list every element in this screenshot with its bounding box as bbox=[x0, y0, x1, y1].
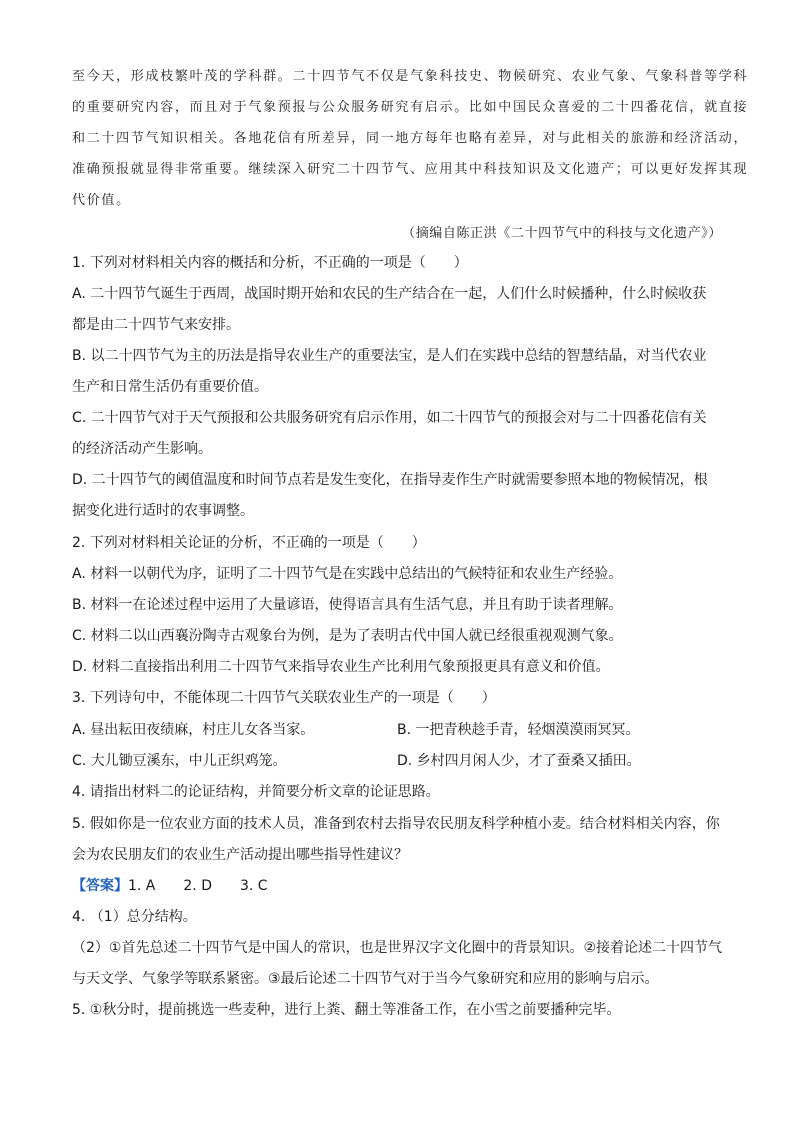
question-2-stem: 2. 下列对材料相关论证的分析，不正确的一项是（ ） bbox=[72, 535, 426, 551]
source-citation: （摘编自陈正洪《二十四节气中的科技与文化遗产》） bbox=[402, 226, 722, 241]
question-3-stem: 3. 下列诗句中，不能体现二十四节气关联农业生产的一项是（ ） bbox=[72, 690, 496, 706]
passage-line: 和二十四节气知识相关。各地花信有所差异，同一地方每年也略有差异，对与此相关的旅游和经济活动， bbox=[72, 131, 749, 146]
question-3-option-c: C. 大儿锄豆溪东，中儿正织鸡笼。 bbox=[72, 753, 287, 769]
answer-4-part-1: 4. （1）总分结构。 bbox=[72, 909, 197, 925]
question-4-stem: 4. 请指出材料二的论证结构，并简要分析文章的论证思路。 bbox=[72, 784, 440, 800]
passage-line: 代价值。 bbox=[72, 193, 131, 208]
question-1-option-c: C. 二十四节气对于天气预报和公共服务研究有启示作用，如二十四节气的预报会对与二十四番花信有关 bbox=[72, 410, 707, 426]
question-1-option-c-cont: 的经济活动产生影响。 bbox=[72, 441, 212, 457]
question-5-stem: 5. 假如你是一位农业方面的技术人员，准备到农村去指导农民朋友科学种植小麦。结合材料相关内容，你 bbox=[72, 816, 720, 832]
question-3-option-a: A. 昼出耘田夜绩麻，村庄儿女各当家。 bbox=[72, 722, 315, 738]
question-1-option-d: D. 二十四节气的阈值温度和时间节点若是发生变化，在指导麦作生产时就需要参照本地的物候情况，根 bbox=[72, 472, 708, 488]
question-1-option-b-cont: 生产和日常生活仍有重要价值。 bbox=[72, 379, 268, 395]
answer-4-part-2: （2）①首先总述二十四节气是中国人的常识，也是世界汉字文化圈中的背景知识。②接着论述二十四节气 bbox=[72, 940, 723, 956]
question-1-stem: 1. 下列对材料相关内容的概括和分析，不正确的一项是（ ） bbox=[72, 255, 468, 271]
answer-choices: 1. A 2. D 3. C bbox=[128, 878, 268, 894]
answer-label: 【答案】 bbox=[72, 878, 128, 894]
question-3-option-d: D. 乡村四月闲人少，才了蚕桑又插田。 bbox=[397, 753, 641, 769]
question-2-option-d: D. 材料二直接指出利用二十四节气来指导农业生产比利用气象预报更具有意义和价值。 bbox=[72, 659, 610, 675]
question-1-option-d-cont: 据变化进行适时的农事调整。 bbox=[72, 503, 254, 519]
question-1-option-a: A. 二十四节气诞生于西周，战国时期开始和农民的生产结合在一起，人们什么时候播种，什么时候收获 bbox=[72, 286, 707, 302]
passage-line: 的重要研究内容，而且对于气象预报与公众服务研究有启示。比如中国民众喜爱的二十四番花信，就直接 bbox=[72, 100, 749, 115]
question-3-option-b: B. 一把青秧趁手青，轻烟漠漠雨冥冥。 bbox=[397, 722, 640, 738]
question-1-option-a-cont: 都是由二十四节气来安排。 bbox=[72, 317, 240, 333]
question-2-option-c: C. 材料二以山西襄汾陶寺古观象台为例，是为了表明古代中国人就已经很重视观测气象。 bbox=[72, 628, 623, 644]
question-2-option-a: A. 材料一以朝代为序，证明了二十四节气是在实践中总结出的气候特征和农业生产经验。 bbox=[72, 566, 623, 582]
passage-line: 至今天，形成枝繁叶茂的学科群。二十四节气不仅是气象科技史、物候研究、农业气象、气象科普等学科 bbox=[72, 69, 749, 84]
question-1-option-b: B. 以二十四节气为主的历法是指导农业生产的重要法宝，是人们在实践中总结的智慧结晶，对当代农业 bbox=[72, 348, 707, 364]
answer-line bbox=[72, 876, 722, 896]
answer-5-part-1: 5. ①秋分时，提前挑选一些麦种，进行上粪、翻土等准备工作，在小雪之前要播种完毕。 bbox=[72, 1002, 621, 1018]
question-5-stem-cont: 会为农民朋友们的农业生产活动提出哪些指导性建议？ bbox=[72, 847, 408, 863]
question-2-option-b: B. 材料一在论述过程中运用了大量谚语，使得语言具有生活气息，并且有助于读者理解。 bbox=[72, 597, 623, 613]
passage-line: 准确预报就显得非常重要。继续深入研究二十四节气、应用其中科技知识及文化遗产；可以更好发挥其现 bbox=[72, 162, 749, 177]
answer-4-part-2-cont: 与天文学、气象学等联系紧密。③最后论述二十四节气对于当今气象研究和应用的影响与启示。 bbox=[72, 971, 659, 987]
